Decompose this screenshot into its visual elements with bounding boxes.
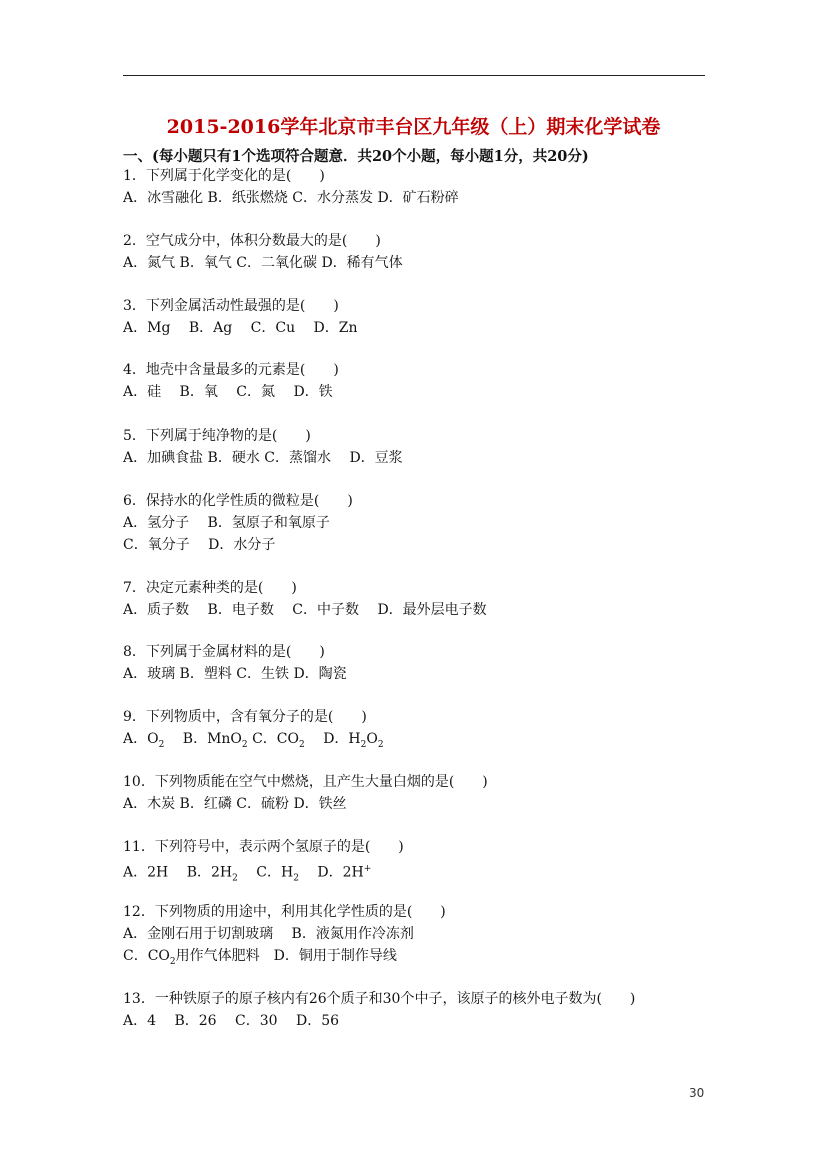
subscript: 2 <box>158 739 165 750</box>
question-stem: 2．空气成分中，体积分数最大的是( ) <box>123 233 381 249</box>
question-stem: 9．下列物质中，含有氧分子的是( ) <box>123 709 367 725</box>
header-rule <box>123 75 705 76</box>
page-number: 30 <box>689 1086 705 1100</box>
question-9 <box>123 706 723 750</box>
question-12 <box>123 901 723 967</box>
question-stem: 11．下列符号中，表示两个氢原子的是( ) <box>123 839 404 855</box>
subscript: 2 <box>299 739 305 750</box>
question-options: A．金刚石用于切割玻璃 B．液氮用作冷冻剂 <box>123 926 414 942</box>
superscript: + <box>363 864 372 874</box>
question-options <box>123 858 723 884</box>
question-options: C．氧分子 D．水分子 <box>123 537 276 553</box>
question-options: A．4 B．26 C．30 D．56 <box>123 1013 340 1029</box>
question-stem: 6．保持水的化学性质的微粒是( ) <box>123 493 353 509</box>
exam-title: 2015-2016学年北京市丰台区九年级（上）期末化学试卷 <box>166 116 661 138</box>
option-b: B．MnO <box>182 731 242 747</box>
question-options: A．冰雪融化 B．纸张燃烧 C．水分蒸发 D．矿石粉碎 <box>123 190 459 206</box>
question-stem: 1．下列属于化学变化的是( ) <box>123 168 325 184</box>
subscript: 2 <box>377 739 384 750</box>
question-4 <box>123 359 723 403</box>
question-options: A．Mg B．Ag C．Cu D．Zn <box>123 320 358 336</box>
option-b: B．2H <box>186 864 233 881</box>
question-5 <box>123 425 723 469</box>
option-c: C．CO <box>123 948 170 964</box>
question-7 <box>123 577 723 621</box>
option-a: A．O <box>123 731 159 747</box>
question-stem: 12．下列物质的用途中，利用其化学性质的是( ) <box>123 904 446 920</box>
option-a: A．2H <box>123 864 187 881</box>
question-stem: 4．地壳中含量最多的元素是( ) <box>123 362 339 378</box>
question-3 <box>123 295 723 339</box>
question-options: A．木炭 B．红磷 C．硫粉 D．铁丝 <box>123 796 347 812</box>
option-d: D．H <box>323 731 361 747</box>
question-options: A．玻璃 B．塑料 C．生铁 D．陶瓷 <box>123 666 347 682</box>
subscript: 2 <box>169 956 176 967</box>
subscript: 2 <box>293 873 299 884</box>
question-stem: 5．下列属于纯净物的是( ) <box>123 428 311 444</box>
question-10 <box>123 771 723 815</box>
question-13 <box>123 988 723 1032</box>
question-6 <box>123 490 723 556</box>
question-stem: 8．下列属于金属材料的是( ) <box>123 644 325 660</box>
subscript: 2 <box>232 873 238 884</box>
section-heading: 一、(每小题只有1个选项符合题意．共20个小题，每小题1分，共20分) <box>123 148 589 165</box>
question-stem: 3．下列金属活动性最强的是( ) <box>123 298 339 314</box>
subscript: 2 <box>360 739 367 750</box>
option-c-rest: 用作气体肥料 D．铜用于制作导线 <box>175 948 397 964</box>
question-options <box>123 728 723 750</box>
question-options: A．加碘食盐 B．硬水 C．蒸馏水 D．豆浆 <box>123 450 403 466</box>
question-1 <box>123 165 723 209</box>
question-options: A．硅 B．氧 C．氮 D．铁 <box>123 384 333 400</box>
question-8 <box>123 641 723 685</box>
option-c: C．CO <box>252 731 299 747</box>
option-d-mid: O <box>366 731 378 747</box>
subscript: 2 <box>241 739 248 750</box>
question-stem: 13．一种铁原子的原子核内有26个质子和30个中子，该原子的核外电子数为( ) <box>123 991 636 1007</box>
question-options: A．氢分子 B．氢原子和氧原子 <box>123 515 330 531</box>
question-options: A．氮气 B．氧气 C．二氧化碳 D．稀有气体 <box>123 255 403 271</box>
option-c: C．H <box>256 864 294 881</box>
question-2 <box>123 230 723 274</box>
question-options <box>123 945 723 967</box>
question-stem: 10．下列物质能在空气中燃烧，且产生大量白烟的是( ) <box>123 774 488 790</box>
question-options: A．质子数 B．电子数 C．中子数 D．最外层电子数 <box>123 602 487 618</box>
option-d: D．2H <box>317 864 364 881</box>
question-11 <box>123 836 723 884</box>
question-stem: 7．决定元素种类的是( ) <box>123 580 297 596</box>
